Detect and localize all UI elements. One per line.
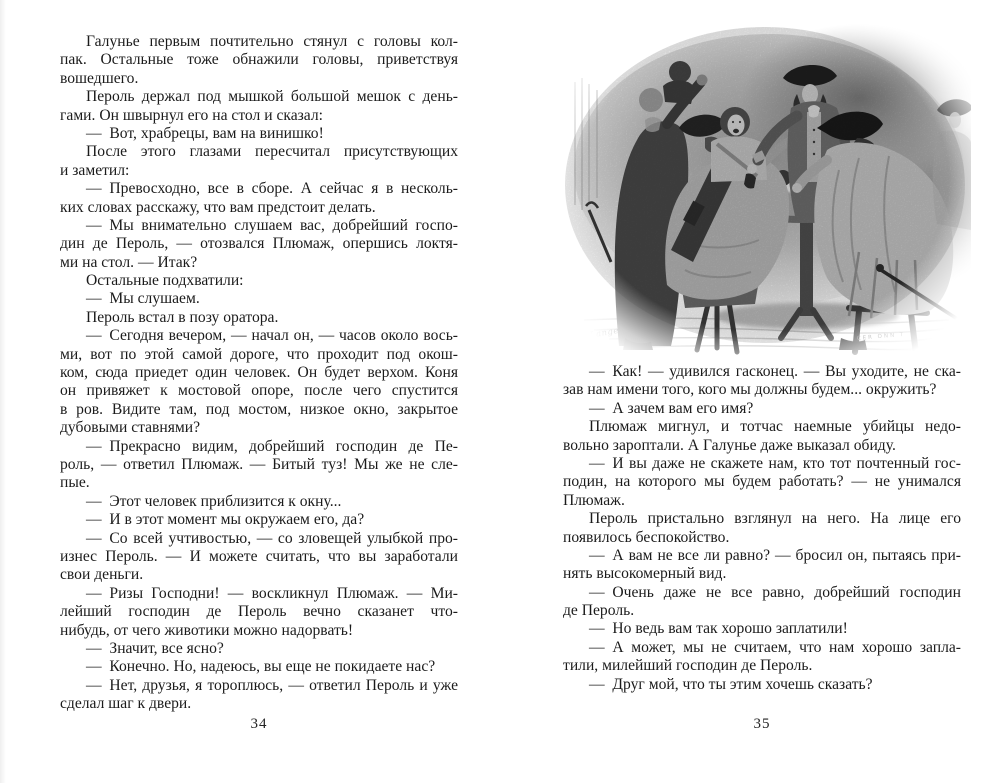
text-line: — А может, мы не считаем, что нам хорошо запла- (589, 638, 961, 656)
text-line: пак. Остальные тоже обнажили головы, приветствуя (60, 51, 458, 69)
text-line: Плюмаж мигнул, и тотчас наемные убийцы недо- (589, 418, 961, 436)
left-page-text (60, 33, 458, 713)
text-line: тили, милейший господин де Пероль. (563, 657, 813, 675)
text-line: — А вам не все ли равно? — бросил он, пытаясь при- (589, 546, 961, 564)
text-line: ми, вот по этой самой дороге, что проходит под окош- (60, 345, 458, 363)
text-line: появилось беспокойство. (563, 528, 730, 546)
text-line: Пероль встал в позу оратора. (86, 308, 279, 326)
text-line: — Друг мой, что ты этим хочешь сказать? (589, 675, 873, 693)
text-line: — А зачем вам его имя? (589, 399, 754, 417)
text-line: подин, на которого мы будем работать? — не унимался (563, 473, 961, 491)
text-line: — Мы слушаем. (86, 290, 200, 308)
text-line: — Мы внимательно слушаем вас, добрейший госпо- (86, 216, 458, 234)
text-line: нять высокомерный вид. (563, 565, 727, 583)
page-edge-shade (0, 0, 6, 783)
right-page-text (563, 363, 961, 694)
text-line: После этого глазами пересчитал присутствующих (86, 143, 458, 161)
text-line: — Как! — удивился гасконец. — Вы уходите, не ска- (589, 363, 961, 380)
text-line: — Нет, друзья, я тороплюсь, — ответил Пероль и уже (86, 676, 458, 694)
text-line: роль, — ответил Плюмаж. — Битый туз! Мы же не сле- (60, 455, 458, 473)
vignette-fade (559, 20, 971, 360)
tavern-illustration-svg (559, 20, 971, 360)
text-line: Галунье первым почтительно стянул с головы кол- (86, 33, 458, 50)
text-line: нибудь, от чего животики можно надорвать! (60, 621, 354, 639)
text-line: зав нам имени того, кого мы должны будем... окружить? (563, 381, 937, 399)
text-line: свои деньги. (60, 566, 144, 584)
text-line: — Прекрасно видим, добрейший господин де Пе- (86, 437, 458, 455)
text-line: — Ризы Господни! — воскликнул Плюмаж. — Ми- (86, 584, 458, 602)
text-line: дубовыми ставнями? (60, 419, 201, 437)
text-line: — Сегодня вечером, — начал он, — часов около вось- (86, 327, 458, 345)
text-line: — И вы даже не скажете нам, кто тот почтенный гос- (589, 454, 961, 472)
text-line: — Превосходно, все в сборе. А сейчас я в несколь- (86, 180, 458, 198)
text-line: — Конечно. Но, надеюсь, вы еще не покидаете нас? (86, 658, 436, 676)
text-line: — Вот, храбрецы, вам на винишко! (86, 124, 324, 142)
text-line: и заметил: (60, 161, 130, 179)
text-line: ком, сюда приедет один человек. Он будет верхом. Коня (60, 364, 458, 382)
text-line: — Этот человек приблизится к окну... (86, 492, 342, 510)
text-line: вольно зароптали. А Галунье даже выказал обиду. (563, 436, 896, 454)
text-line: Пероль держал под мышкой большой мешок с день- (86, 88, 458, 106)
text-line: — Очень даже не все равно, добрейший господин (589, 583, 961, 601)
right-page-number: 35 (753, 716, 771, 732)
left-page-number: 34 (250, 716, 268, 732)
text-line: вошедшего. (60, 69, 139, 87)
text-line: ми на стол. — Итак? (60, 253, 198, 271)
text-line: изнес Пероль. — И можете считать, что вы заработали (60, 547, 458, 565)
text-line: — Со всей учтивостью, — со зловещей улыбкой про- (86, 529, 458, 547)
text-line: Пероль пристально взглянул на него. На лице его (589, 510, 961, 528)
text-line: Остальные подхватили: (86, 272, 244, 290)
tavern-illustration (559, 20, 971, 360)
text-line: в ров. Видите там, под мостом, низкое окно, закрытое (60, 400, 458, 418)
text-line: — Значит, все ясно? (86, 639, 224, 657)
text-line: он привяжет к мостовой опоре, после чего спустится (60, 382, 458, 400)
text-line: — Но ведь вам так хорошо заплатили! (589, 620, 848, 638)
text-line: — И в этот момент мы окружаем его, да? (86, 511, 365, 529)
text-line: сделал шаг к двери. (60, 695, 192, 713)
text-line: лейший господин де Пероль вечно сказанет что- (60, 603, 458, 621)
text-line: ких словах расскажу, что вам предстоит делать. (60, 198, 376, 216)
text-line: дин де Пероль, — отозвался Плюмаж, опершись локтя- (60, 235, 458, 253)
text-line: гами. Он швырнул его на стол и сказал: (60, 106, 323, 124)
text-line: пые. (60, 474, 90, 492)
text-line: де Пероль. (563, 602, 635, 620)
text-line: Плюмаж. (563, 491, 625, 509)
